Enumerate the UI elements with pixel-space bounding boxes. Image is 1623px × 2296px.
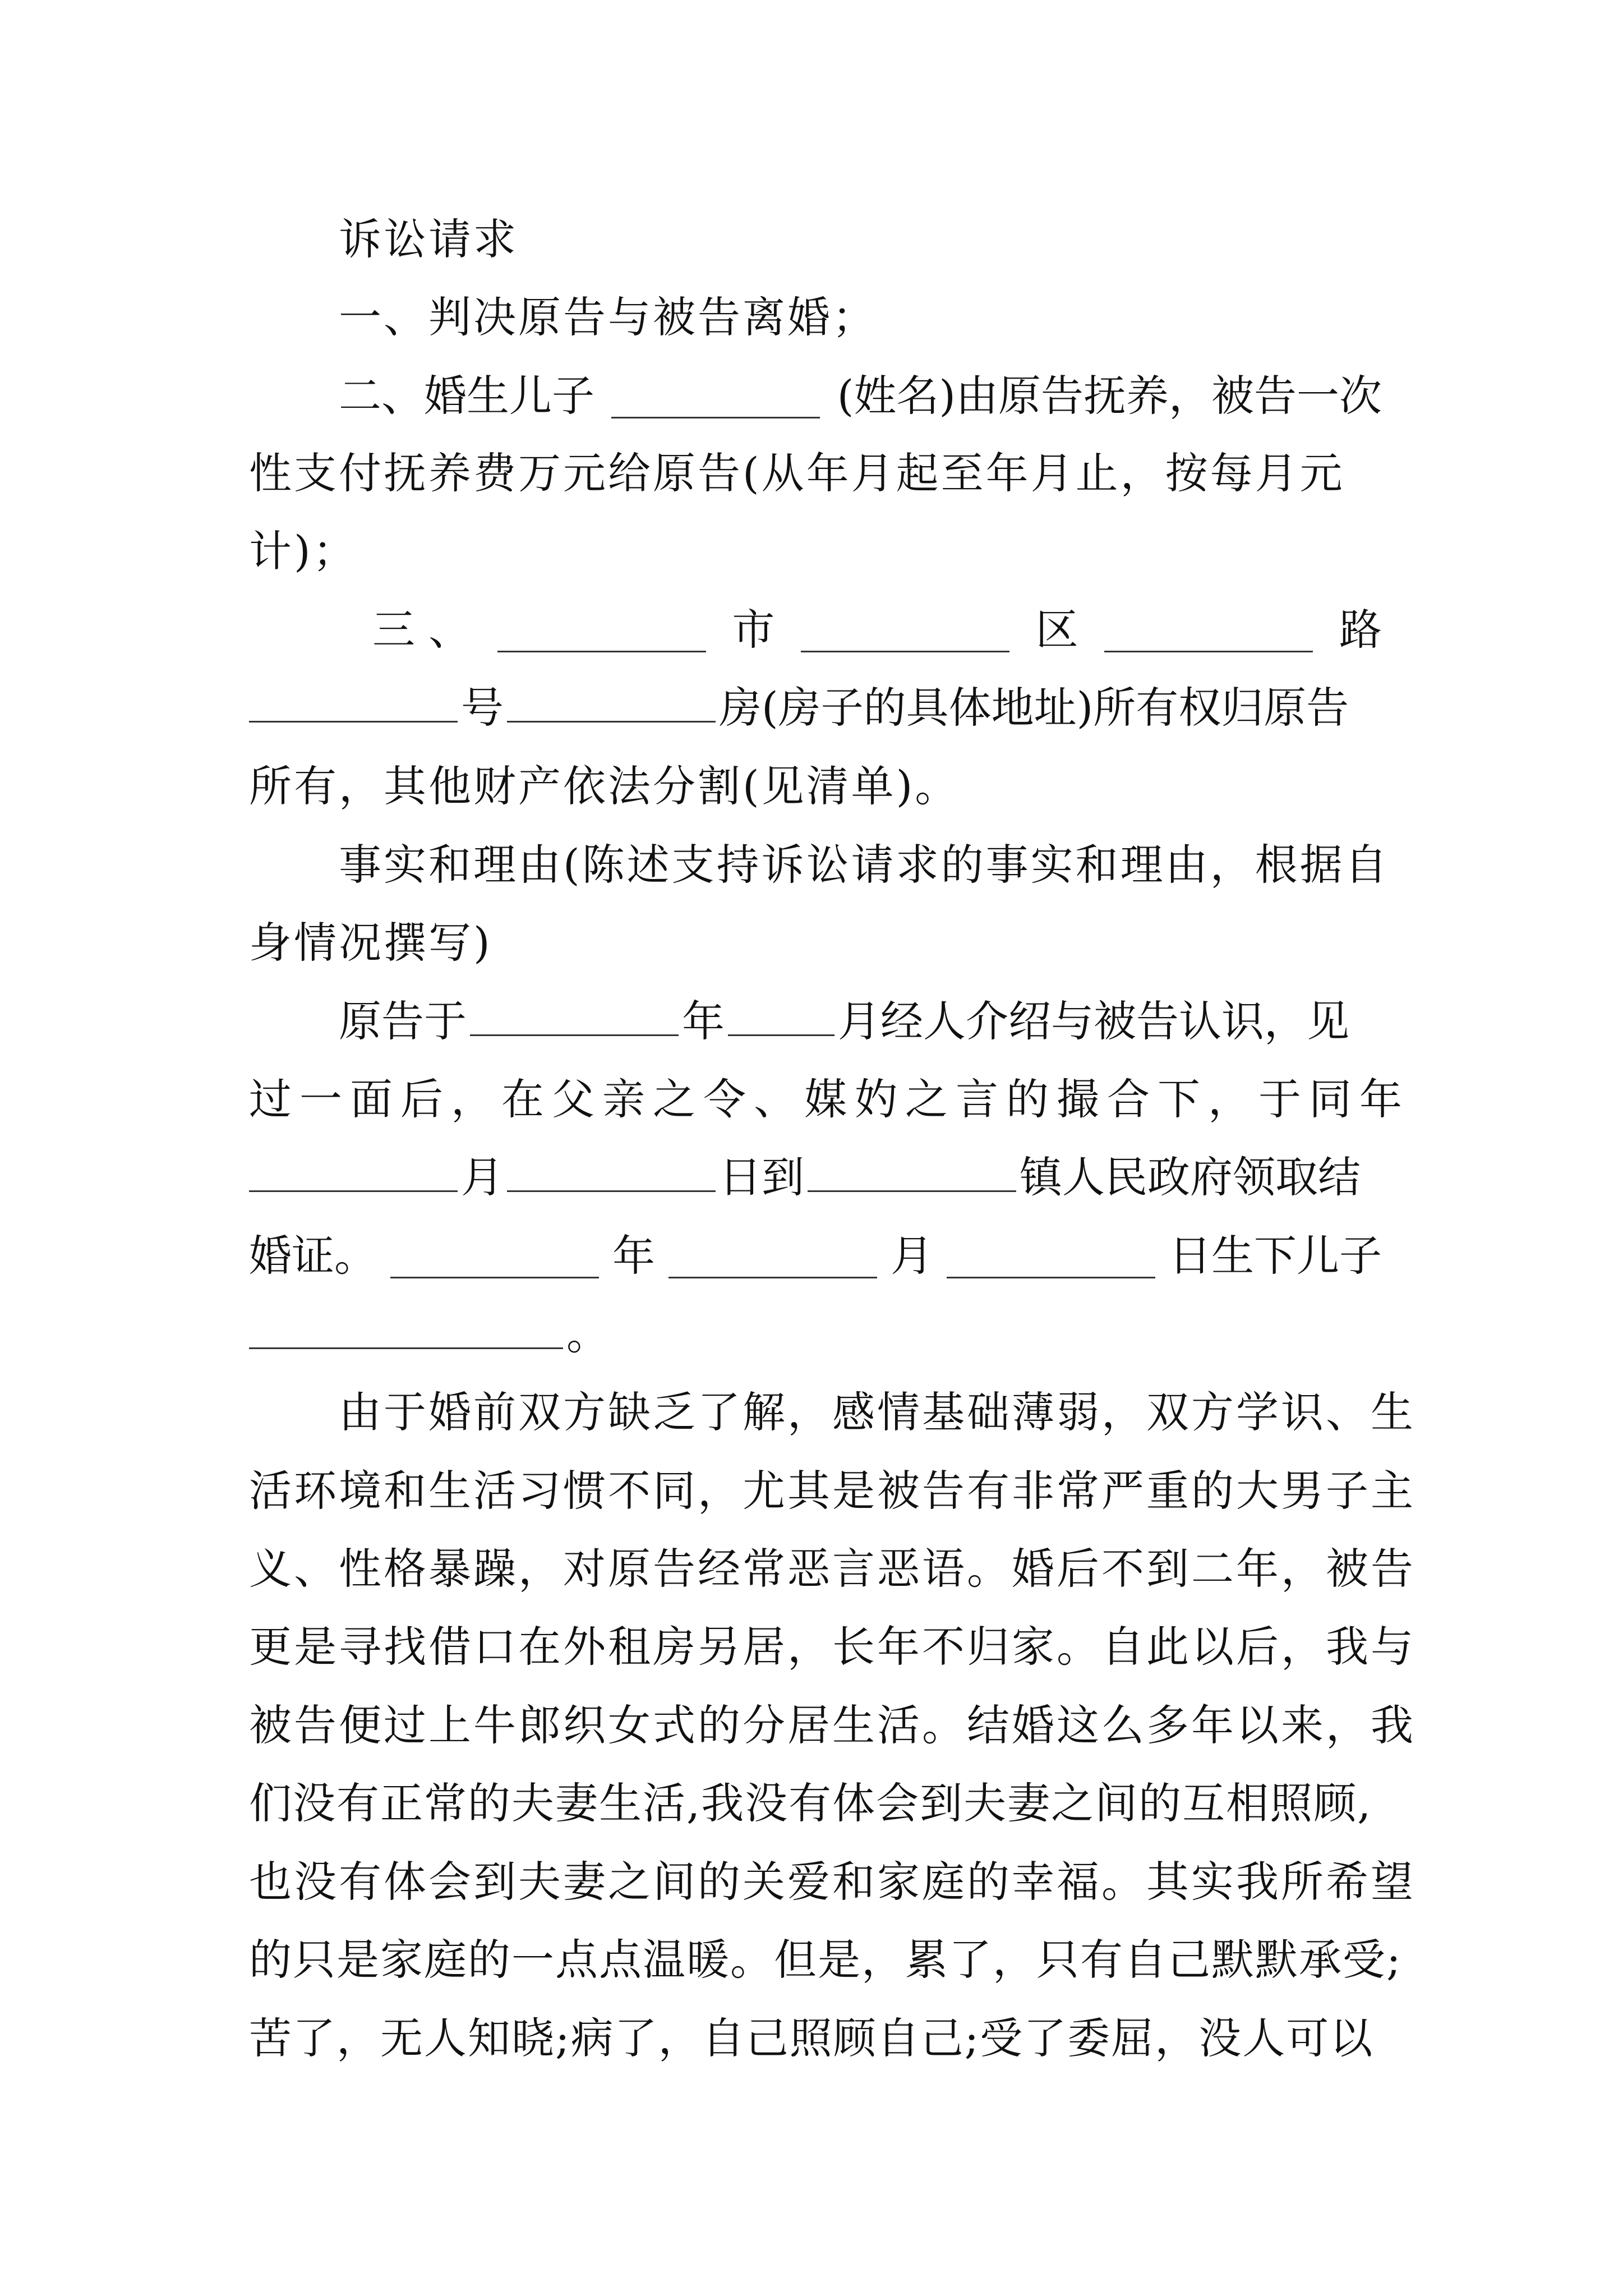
- paragraph-2-text: 也没有体会到夫妻之间的关爱和家庭的幸福。其实我所希望: [249, 1857, 1415, 1907]
- request-2-line-2: [249, 434, 1382, 513]
- name-blank: [611, 374, 820, 418]
- request-2-suffix: (姓名)由原告抚养，被告一次: [837, 371, 1382, 421]
- blank: [507, 678, 716, 723]
- paragraph-1-line-2-text: 过一面后，在父亲之令、媒妁之言的撮合下，于同年: [249, 1074, 1410, 1124]
- end-mark: 。: [566, 1309, 609, 1359]
- paragraph-2-text: 由于婚前双方缺乏了解，感情基础薄弱，双方学识、生: [339, 1387, 1415, 1437]
- paragraph-2-text: 被告便过上牛郎织女式的分居生活。结婚这么多年以来，我: [249, 1700, 1415, 1750]
- paragraph-2-line: [249, 1452, 1415, 1530]
- road-label: 路: [1339, 605, 1382, 655]
- paragraph-1-line-2: [249, 1060, 1410, 1139]
- month-blank: [249, 1148, 458, 1192]
- request-3-line-3: [249, 747, 1382, 826]
- heading-text: 诉讼请求: [339, 214, 518, 264]
- year-blank: [470, 992, 679, 1036]
- section-heading: [249, 200, 1382, 279]
- request-2-line-1: [249, 357, 1382, 435]
- paragraph-2-line: [249, 1921, 1402, 1999]
- district-label: 区: [1035, 605, 1078, 655]
- paragraph-2-line: [249, 1686, 1415, 1765]
- intro-text: 月经人介绍与被告认识，见: [838, 996, 1349, 1046]
- paragraph-2-line: [249, 1764, 1382, 1843]
- blank: [801, 608, 1009, 652]
- paragraph-1-line-4: [249, 1217, 1382, 1295]
- birth-month-label: 月: [891, 1231, 933, 1281]
- request-3-line-3-text: 所有，其他财产依法分割(见清单)。: [249, 761, 960, 811]
- paragraph-2-text: 的只是家庭的一点点温暖。但是，累了，只有自己默默承受;: [249, 1935, 1402, 1985]
- blank: [249, 678, 458, 723]
- paragraph-1-line-3: [249, 1138, 1382, 1217]
- paragraph-1-line-1: [249, 982, 1382, 1061]
- request-2-line-3: [249, 512, 1382, 591]
- request-1-text: 一、判决原告与被告离婚；: [339, 292, 877, 342]
- facts-heading-line-2: [249, 904, 1382, 982]
- paragraph-2-line: [249, 1373, 1415, 1452]
- paragraph-2-text: 苦了，无人知晓;病了，自己照顾自己;受了委屈，没人可以: [249, 2013, 1374, 2063]
- request-1: [249, 278, 1382, 357]
- month-label: 月: [461, 1152, 504, 1202]
- facts-heading-text-2: 身情况撰写): [249, 918, 492, 968]
- request-3-line-1: [249, 591, 1382, 669]
- number-label: 号: [461, 683, 504, 733]
- request-3-line-2: [249, 669, 1382, 747]
- paragraph-2-line: [249, 1999, 1382, 2078]
- house-text: 房(房子的具体地址)所有权归原告: [719, 683, 1349, 733]
- request-2-line-3-text: 计)；: [249, 526, 358, 576]
- month-blank: [728, 992, 834, 1036]
- birth-year-label: 年: [612, 1231, 655, 1281]
- request-3-label: 三 、: [372, 605, 472, 655]
- blank: [497, 608, 706, 652]
- son-name-blank: [249, 1305, 563, 1349]
- paragraph-2-line: [249, 1530, 1415, 1608]
- paragraph-2-text: 活环境和生活习惯不同，尤其是被告有非常严重的大男子主: [249, 1466, 1415, 1516]
- paragraph-2-line: [249, 1608, 1415, 1686]
- blank: [1104, 608, 1313, 652]
- facts-heading-line-1: [249, 826, 1390, 904]
- cert-text: 婚证。: [249, 1231, 377, 1281]
- paragraph-2-text: 义、性格暴躁，对原告经常恶言恶语。婚后不到二年，被告: [249, 1544, 1415, 1594]
- blank: [390, 1234, 599, 1278]
- year-label: 年: [682, 996, 725, 1046]
- day-label: 日到: [719, 1152, 804, 1202]
- paragraph-2-line: [249, 1843, 1415, 1921]
- blank: [668, 1234, 877, 1278]
- city-label: 市: [732, 605, 775, 655]
- request-2-prefix: 二、婚生儿子: [339, 371, 594, 421]
- start-text: 原告于: [339, 996, 467, 1046]
- paragraph-1-line-5: [249, 1295, 1382, 1374]
- day-blank: [507, 1148, 716, 1192]
- paragraph-2-text: 们没有正常的夫妻生活,我没有体会到夫妻之间的互相照顾,: [249, 1778, 1372, 1828]
- town-blank: [808, 1148, 1016, 1192]
- birth-day-text: 日生下儿子: [1169, 1231, 1382, 1281]
- blank: [947, 1234, 1155, 1278]
- paragraph-2-text: 更是寻找借口在外租房另居，长年不归家。自此以后，我与: [249, 1622, 1415, 1672]
- facts-heading-text: 事实和理由(陈述支持诉讼请求的事实和理由，根据自: [339, 840, 1390, 890]
- request-2-line-2-text: 性支付抚养费万元给原告(从年月起至年月止，按每月元: [249, 448, 1345, 498]
- town-text: 镇人民政府领取结: [1020, 1152, 1361, 1202]
